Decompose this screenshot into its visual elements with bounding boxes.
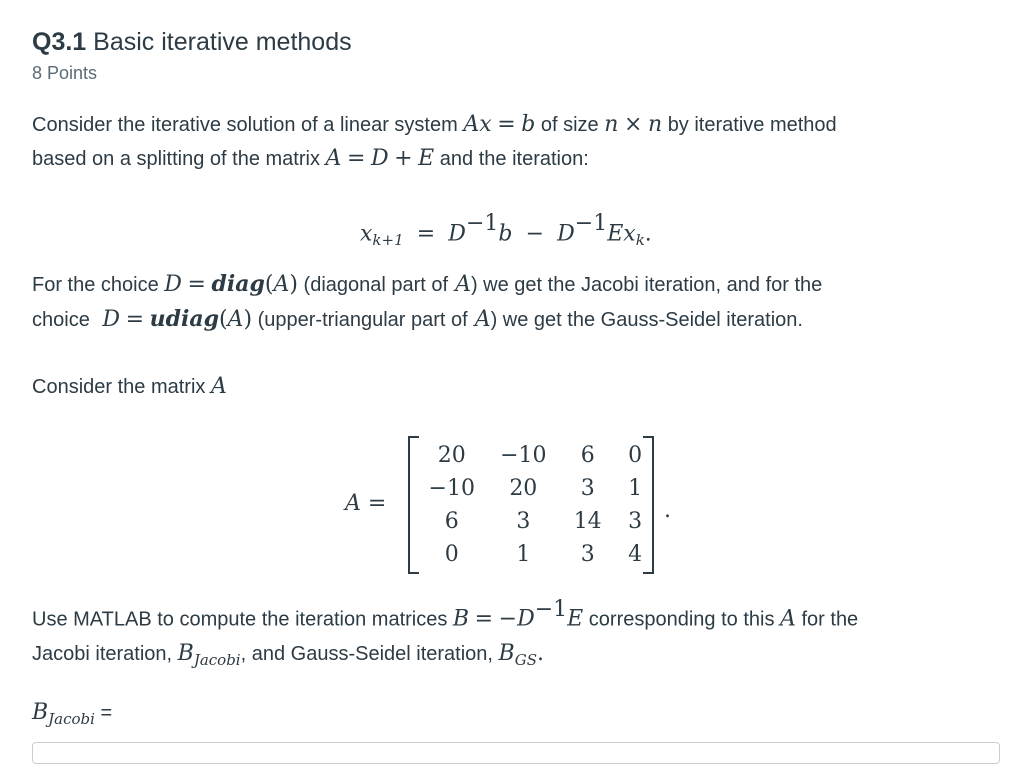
text: (diagonal part of — [303, 274, 449, 296]
math: Ax — [463, 112, 492, 137]
matrix-cell: 20 — [437, 443, 466, 468]
question-title — [32, 28, 352, 57]
matrix-cell: 20 — [509, 476, 538, 501]
matrix-cell: 3 — [628, 509, 643, 534]
matrix-cell: −10 — [428, 476, 475, 501]
text: (upper-triangular part of — [257, 309, 468, 331]
choice-paragraph: For the choice D = diag(A) (diagonal part of A) we get the Jacobi iteration, and for the choice D = udiag(A) (upper-triangular part of A) we get the Gauss-Seidel iteration. — [32, 271, 823, 332]
text: , and Gauss-Seidel iteration, — [240, 642, 493, 665]
matrix-cell: 1 — [628, 476, 643, 501]
intro-paragraph: Consider the iterative solution of a linear system Ax = b of size n × n by iterative method based on a splitting of the matrix A = D + E and the iteration: — [32, 112, 837, 171]
matrix-cell: −10 — [500, 443, 547, 468]
matrix-cell: 0 — [628, 443, 643, 468]
answer-input[interactable] — [32, 742, 1000, 764]
matrix-label: A = — [345, 491, 387, 516]
text: Jacobi iteration, — [32, 642, 173, 665]
text: of size — [540, 114, 599, 136]
text: ) we get the Gauss-Seidel iteration. — [490, 309, 803, 331]
matrix-cell: 0 — [444, 542, 459, 567]
text: based on a splitting of the matrix — [32, 148, 320, 170]
answer-label-sub: Jacobi — [48, 710, 95, 728]
matrix-cell: 3 — [580, 476, 595, 501]
text: by iterative method — [667, 114, 837, 136]
text: Consider the matrix — [32, 376, 206, 398]
text: choice — [32, 309, 90, 331]
iteration-formula: $x_{k+1} = D^{-1}b - D^{-1}Ex_k$. — [360, 211, 652, 250]
text: Consider the iterative solution of a linear system — [32, 114, 458, 136]
matrix-cell: 6 — [444, 509, 459, 534]
text: For the choice — [32, 274, 159, 296]
text: corresponding to this — [588, 608, 775, 631]
task-paragraph: Use MATLAB to compute the iteration matrices $B = -D^{-1}E$ corresponding to this A for the Jacobi iteration, $B_{Jacobi}$, and Gauss-Seidel iteration, $B_{GS}$. — [32, 597, 859, 669]
matrix-cell: 3 — [516, 509, 531, 534]
answer-equals: = — [100, 702, 113, 724]
question-points: 8 Points — [32, 63, 98, 83]
question-number: Q3.1 — [32, 28, 87, 56]
text: and the iteration: — [439, 148, 589, 170]
matrix-cell: 1 — [516, 542, 531, 567]
text: Use MATLAB to compute the iteration matrices — [32, 608, 448, 631]
text: ) we get the Jacobi iteration, and for the — [470, 274, 823, 296]
matrix-intro: Consider the matrix A — [32, 374, 227, 399]
matrix-cell: 4 — [628, 542, 643, 567]
matrix-period: . — [664, 498, 671, 523]
matrix-A — [408, 436, 654, 574]
matrix-cell: 14 — [573, 509, 602, 534]
matrix-cell: 6 — [580, 443, 595, 468]
answer-label: $B_{Jacobi}$ = — [32, 700, 113, 728]
text: for the — [801, 608, 859, 631]
matrix-cell: 3 — [580, 542, 595, 567]
question-title-text: Basic iterative methods — [93, 28, 352, 56]
